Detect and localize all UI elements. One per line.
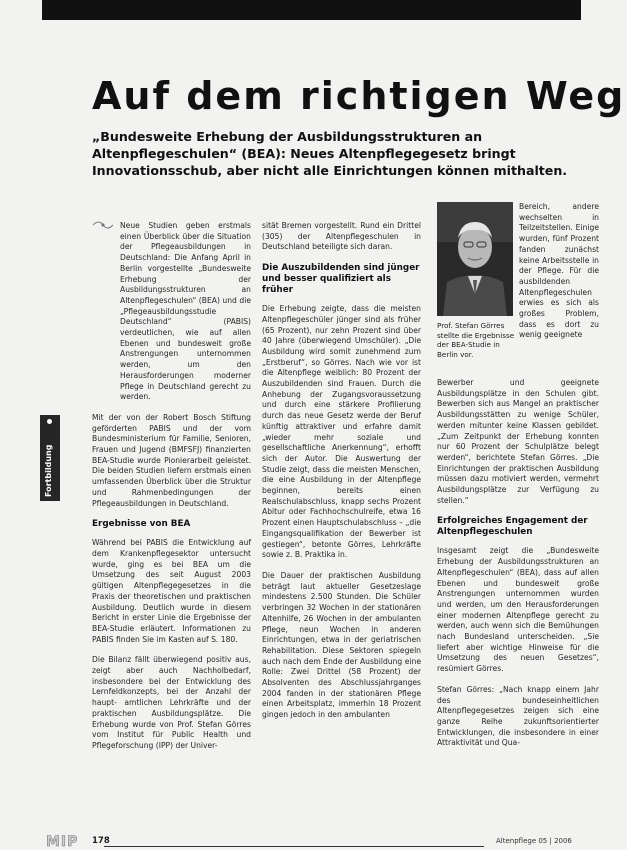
paragraph: Insgesamt zeigt die „Bundesweite Erhebung der Ausbildungsstrukturen an Altenpflegeschulen“ (BEA), dass auf allen Ebenen und bundesweit große Anstrengungen unternommen wurden und werden, um den Herausforderungen einer modernen Altenpflege gerecht zu werden, auch wenn sich die Bemühungen nach Bundesland unterscheiden. „Sie liefert aber wichtige Hinweise für die Umsetzung des neuen Gesetzes“, resümiert Görres. xyxy=(437,546,599,674)
section-heading: Die Auszubildenden sind jünger und besser qualifiziert als früher xyxy=(262,263,420,296)
column-3 xyxy=(437,378,599,759)
publisher-logo: MIP xyxy=(46,834,79,850)
paragraph: Die Bilanz fällt überwiegend positiv aus, zeigt aber auch Nachholbedarf, insbesondere bei der Entwicklung des Lernfeldkonzepts, bei der Anzahl der haupt- amtlichen Lehrkräfte und der praktischen Ausbildungsplätze. Die Erhebung wurde von Prof. Stefan Görres vom Institut für Public Health und Pflegeforschung (IPP) der Univer- xyxy=(92,655,251,750)
paragraph: Neue Studien geben erstmals einen Überblick über die Situation der Pflegeausbildungen in Deutschland: Die Anfang April in Berlin vorgestellte „Bundesweite Erhebung der Ausbildungsstrukturen an Altenpflegeschulen“ (BEA) und die „Pflegeausbildungsstudie Deutschland“ (PABIS) verdeutlichen, wie auf allen Ebenen und bundesweit große Anstrengungen unternommen werden, um den Herausforderungen moderner Pflege in Deutschland gerecht zu werden. xyxy=(120,221,251,402)
photo-caption: Prof. Stefan Görres stellte die Ergebnisse der BEA-Studie in Berlin vor. xyxy=(437,321,515,359)
paragraph: Bewerber und geeignete Ausbildungsplätze in den Schulen gibt. Bewerben sich aus Mangel an praktischer Ausbildungsstätten zu wenige Schüler, werden mitunter keine Klassen gebildet. „Zum Zeitpunkt der Erhebung konnten nur 60 Prozent der Schulplätze belegt werden“, berichtete Stefan Görres. „Die Einrichtungen der praktischen Ausbildung müssen dazu motiviert werden, vermehrt Ausbildungsplätze zur Verfügung zu stellen.“ xyxy=(437,378,599,505)
column-1 xyxy=(92,221,251,762)
footer-rule xyxy=(104,846,484,847)
paragraph: Die Erhebung zeigte, dass die meisten Altenpflegeschüler jünger sind als früher (65 Prozent), nur zehn Prozent sind über 40 Jahre (überwiegend Umschüler). „Die Ausbildung wird somit zunehmend zum „Erstberuf“, so Görres. Nach wie vor ist die Altenpflege weiblich: 80 Prozent der Auszubildenden sind Frauen. Durch die Anhebung der Zugangsvoraussetzung und durch eine stärkere Profilierung durch das neue Gesetz werde der Beruf künftig attraktiver und erfahre damit „wieder mehr soziale und gesellschaftliche Anerkennung“, erhofft sich der Autor. Die Auswertung der Studie zeigt, dass die meisten Menschen, die eine Ausbildung in der Altenpflege beginnen, bereits einen Realschulabschluss, knapp sechs Prozent Abitur oder Fachhochschulreife, etwa 16 Prozent einen Hauptschulabschluss – „die Eingangsqualifikation der Bewerber ist gestiegen“, betonte Görres, Lehrkräfte sowie z. B. Praktika in. xyxy=(262,304,421,560)
article-title: Auf dem richtigen Weg xyxy=(92,74,626,118)
section-heading: Erfolgreiches Engagement der Altenpflegeschulen xyxy=(437,516,588,538)
portrait-photo xyxy=(437,202,513,316)
paragraph: sität Bremen vorgestellt. Rund ein Drittel (305) der Altenpflegeschulen in Deutschland beteiligte sich daran. xyxy=(262,221,421,252)
section-tab-label: Fortbildung xyxy=(44,444,53,497)
paragraph: Mit der von der Robert Bosch Stiftung geförderten PABIS und der vom Bundesministerium für Familie, Senioren, Frauen und Jugend (BMFSFJ) finanzierten BEA-Studie wurde Pionierarbeit geleistet. Die beiden Studien liefern erstmals einen umfassenden Überblick über die Struktur und Rahmenbedingungen der Pflegeausbildungen in Deutschland. xyxy=(92,412,251,508)
column-2 xyxy=(262,221,421,731)
paragraph: Die Dauer der praktischen Ausbildung beträgt laut aktueller Gesetzeslage mindestens 2.500 Stunden. Die Schüler verbringen 32 Wochen in der stationären Altenhilfe, 26 Wochen in der ambulanten Pflege, neun Wochen in anderen Einrichtungen, etwa in der geriatrischen Rehabilitation. Diese Sektoren spiegeln auch nach dem Ende der Ausbildung eine Rolle: Zwei Drittel (58 Prozent) der Absolventen des Abschlussjahrganges 2004 fanden in der stationären Pflege einen Arbeitsplatz, immerhin 18 Prozent gingen jedoch in den ambulanten xyxy=(262,570,421,720)
tab-dot-icon xyxy=(47,419,52,424)
top-black-bar xyxy=(42,0,581,20)
page-number: 178 xyxy=(92,836,110,846)
paragraph: Bereich, andere wechselten in Teilzeitstellen. Einige wurden, fünf Prozent fanden zunächst keine Arbeitsstelle in der Pflege. Für die ausbildenden Altenpflegeschulen erwies es sich als großes Problem, dass es dort zu wenig geeignete xyxy=(519,202,599,340)
journal-reference: Altenpflege 05 | 2006 xyxy=(496,837,572,845)
section-tab xyxy=(40,415,60,501)
paragraph: Stefan Görres: „Nach knapp einem Jahr des bundeseinheitlichen Altenpflegegesetzes zeigen sich eine ganze Reihe zukunftsorientierter Entwicklungen, die insbesondere in einer Attraktivität und Qua- xyxy=(437,684,599,748)
paragraph: Während bei PABIS die Entwicklung auf dem Krankenpflegesektor untersucht wurde, ging es bei BEA um die Umsetzung des seit August 2003 gültigen Altenpflegegesetzes in die Praxis der theoretischen und praktischen Ausbildung. Deutlich wurde in diesem Bericht in erster Linie die Ergebnisse der BEA-Studie erläutert. Informationen zu PABIS finden Sie im Kasten auf S. 180. xyxy=(92,538,251,644)
article-subtitle: „Bundesweite Erhebung der Ausbildungsstrukturen an Altenpflegeschulen“ (BEA): Neues Altenpflegegesetz bringt Innovationsschub, aber nicht alle Einrichtungen können mithalten. xyxy=(92,129,568,178)
column-3-top xyxy=(519,202,599,351)
section-heading: Ergebnisse von BEA xyxy=(92,519,191,530)
